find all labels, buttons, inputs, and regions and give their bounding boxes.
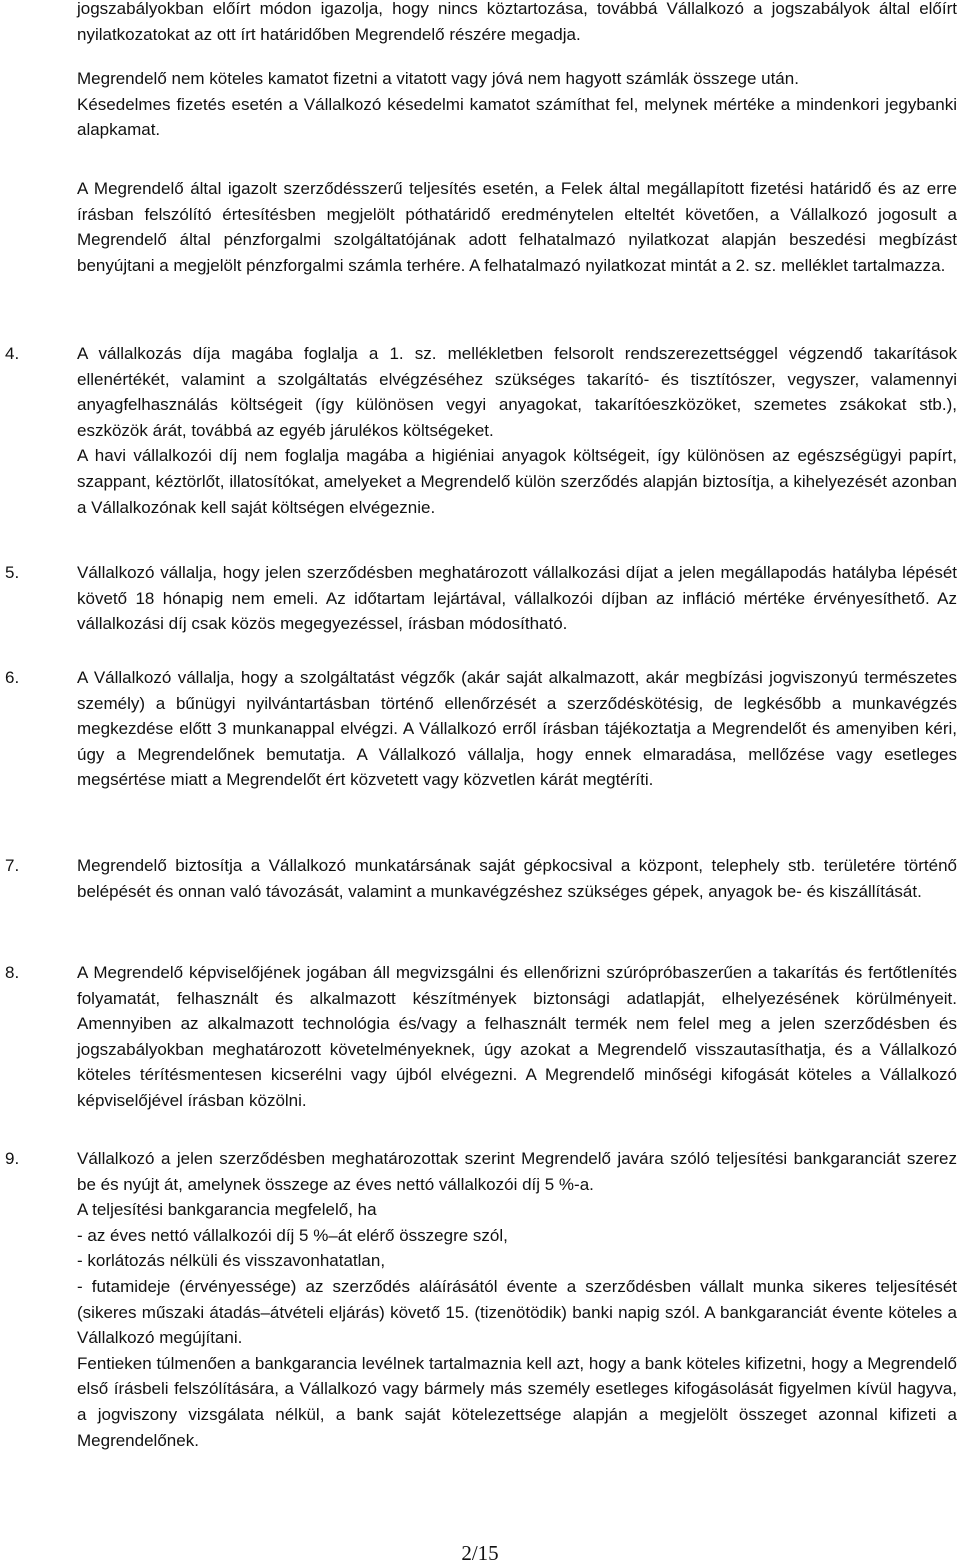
section-4 (77, 341, 957, 520)
section-number: 7. (5, 856, 20, 875)
section-number: 5. (5, 563, 20, 582)
section-number: 4. (5, 344, 20, 363)
list-item: - az éves nettó vállalkozói díj 5 %–át elérő összegre szól, (77, 1225, 508, 1245)
section-8 (77, 960, 957, 1114)
paragraph-text: A Vállalkozó vállalja, hogy a szolgáltatást végzők (akár saját alkalmazott, akár megbízási jogviszonyú természetes személy) a bűnügyi nyilvántartásban történő ellenőrzését a szerződéskötésig, de legkésőbb a munkavégzés megkezdése előtt 3 munkanappal elvégzi. A Vállalkozó erről írásban tájékoztatja a Megrendelőt és amenyiben kéri, úgy a Megrendelőnek bemutatja. A Vállalkozó vállalja, hogy ennek elmaradása, mellőzése vagy esetleges megsértése miatt a Megrendelőt ért közvetett vagy közvetlen kárát megtéríti. (77, 668, 957, 790)
paragraph-text: jogszabályokban előírt módon igazolja, hogy nincs köztartozása, továbbá Vállalkozó a jogszabályok által előírt nyilatkozatokat az ott írt határidőben Megrendelő részére megadja. (77, 0, 957, 44)
section-number: 9. (5, 1149, 20, 1168)
paragraph-text: Vállalkozó a jelen szerződésben meghatározottak szerint Megrendelő javára szóló teljesítési bankgaranciát szerez be és nyújt át, amelynek összege az éves nettó vállalkozói díj 5 %-a. (77, 1149, 957, 1194)
paragraph-text: A havi vállalkozói díj nem foglalja magába a higiéniai anyagok költségeit, így különösen az egészségügyi papírt, szappant, kéztörlőt, illatosítókat, amelyeket a Megrendelő külön szerződés alapján biztosítja, a kihelyezését azonban a Vállalkozónak kell saját költségen elvégeznie. (77, 446, 957, 517)
paragraph-text: A vállalkozás díja magába foglalja a 1. sz. mellékletben felsorolt rendszerezettséggel végzendő takarítások ellenértékét, valamint a szolgáltatás elvégzéséhez szükséges takarító- és tisztítószer, vegyszer, valamennyi anyagfelhasználás költségeit (így különösen vegyi anyagokat, takarítóeszközöket, szemetes zsákokat stb.), eszközök árát, továbbá az egyéb járulékos költségeket. (77, 344, 957, 440)
paragraph-text: Megrendelő biztosítja a Vállalkozó munkatársának saját gépkocsival a központ, telephely stb. területére történő belépését és onnan való távozását, valamint a munkavégzéshez szükséges gépek, anyagok be- és kiszállítását. (77, 856, 957, 901)
paragraph-text: Megrendelő nem köteles kamatot fizetni a vitatott vagy jóvá nem hagyott számlák összege után. (77, 69, 799, 88)
list-item: - korlátozás nélküli és visszavonhatatlan, (77, 1251, 386, 1271)
page-number: 2/15 (461, 1541, 499, 1565)
intro-paragraph-4 (77, 176, 957, 278)
section-number: 8. (5, 963, 20, 982)
paragraph-text: Késedelmes fizetés esetén a Vállalkozó késedelmi kamatot számíthat fel, melynek mértéke a mindenkori jegybanki alapkamat. (77, 94, 957, 140)
section-5 (77, 560, 957, 637)
list-item: - futamideje (érvényessége) az szerződés aláírásától évente a szerződésben vállalt munka sikeres teljesítését (sikeres műszaki átadás–átvételi eljárás) követő 15. (tizenötödik) banki napig szól. A bankgaranciát évente köteles a Vállalkozó megújítani. (77, 1276, 957, 1348)
section-number: 6. (5, 668, 20, 687)
intro-paragraph-1 (77, 0, 957, 47)
paragraph-text: A Megrendelő által igazolt szerződésszerű teljesítés esetén, a Felek által megállapított fizetési határidő és az erre írásban felszólító értesítésben megjelölt póthatáridő eredménytelen elteltét követően, a Vállalkozó jogosult a Megrendelő által pénzforgalmi szolgáltatójának adott felhatalmazó nyilatkozat alapján beszedési megbízást benyújtani a megjelölt pénzforgalmi számla terhére. A felhatalmazó nyilatkozat mintát a 2. sz. melléklet tartalmazza. (77, 179, 957, 275)
section-6 (77, 665, 957, 793)
intro-paragraph-2 (77, 66, 957, 143)
section-9 (77, 1146, 957, 1453)
paragraph-text: A teljesítési bankgarancia megfelelő, ha (77, 1200, 377, 1220)
paragraph-text: Fentieken túlmenően a bankgarancia levélnek tartalmaznia kell azt, hogy a bank köteles kifizetni, hogy a Megrendelő első írásbeli felszólítására, a Vállalkozó vagy bármely más személy esetleges kifogásolását figyelmen kívül hagyva, a jogviszony vizsgálata nélkül, a bank saját kötelezettsége alapján a megjelölt összeget azonnal kifizeti a Megrendelőnek. (77, 1353, 957, 1450)
paragraph-text: A Megrendelő képviselőjének jogában áll megvizsgálni és ellenőrizni szúrópróbaszerűen a takarítás és fertőtlenítés folyamatát, felhasznált és alkalmazott készítmények biztonsági adatlapját, elhelyezésének körülményeit. Amennyiben az alkalmazott technológia és/vagy a felhasznált termék nem felel meg a jelen szerződésben és jogszabályokban meghatározott követelményeknek, úgy azokat a Megrendelő visszautasíthatja, és a Vállalkozó köteles térítésmentesen kicserélni vagy újból elvégezni. A Megrendelő minőségi kifogását köteles a Vállalkozó képviselőjével írásban közölni. (77, 963, 957, 1110)
section-7 (77, 853, 957, 904)
paragraph-text: Vállalkozó vállalja, hogy jelen szerződésben meghatározott vállalkozási díjat a jelen megállapodás hatályba lépését követő 18 hónapig nem emeli. Az időtartam lejártával, vállalkozói díjban az infláció mértéke érvényesíthető. Az vállalkozási díj csak közös megegyezéssel, írásban módosítható. (77, 563, 957, 634)
